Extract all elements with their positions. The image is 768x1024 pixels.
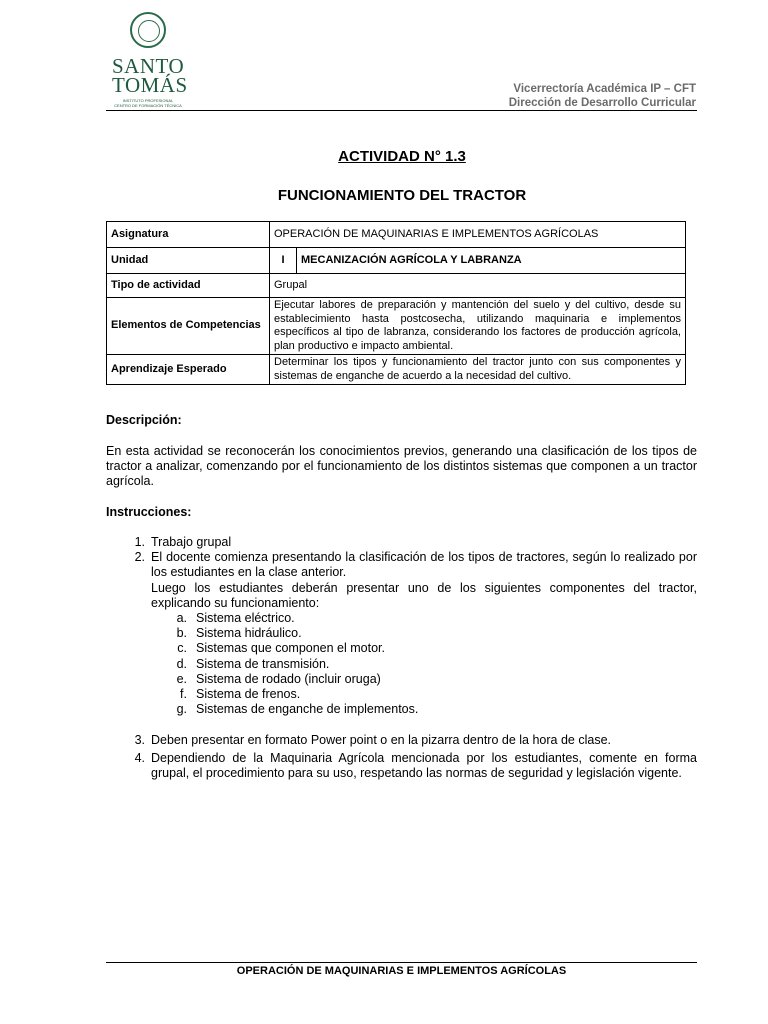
logo-sub2: CENTRO DE FORMACIÓN TÉCNICA [114, 103, 182, 108]
descripcion-text: En esta actividad se reconocerán los conocimientos previos, generando una clasificación de los tipos de tractor a analizar, comenzando por el funcionamiento de los distintos sistemas que componen a un tractor agrícola. [106, 444, 697, 488]
asignatura-label: Asignatura [107, 222, 270, 248]
sub-list-item: f. Sistema de frenos. [180, 687, 301, 702]
sub-list-item: e. Sistema de rodado (incluir oruga) [176, 671, 381, 686]
tipo-value: Grupal [270, 274, 686, 298]
elementos-label: Elementos de Competencias [107, 298, 270, 355]
info-table [106, 221, 686, 385]
instructions-list [106, 535, 697, 781]
sub-list-item: a. Sistema eléctrico. [176, 611, 295, 626]
elementos-value: Ejecutar labores de preparación y mantención del suelo y del cultivo, desde su establecimiento hasta postcosecha, utilizando maquinaria e implementos específicos al tipo de labranza, considerando los factores de producción agrícola, plan productivo e impacto ambiental. [270, 298, 686, 355]
unidad-value: MECANIZACIÓN AGRÍCOLA Y LABRANZA [297, 248, 686, 274]
logo-line2: TOMÁS [112, 73, 188, 97]
header-divider [106, 110, 697, 111]
list-item: 1. Trabajo grupal [134, 535, 232, 549]
unidad-number: I [270, 248, 297, 274]
aprendizaje-value: Determinar los tipos y funcionamiento del tractor junto con sus componentes y sistemas de enganche de acuerdo a la necesidad del cultivo. [270, 355, 686, 385]
page-footer: OPERACIÓN DE MAQUINARIAS E IMPLEMENTOS AGRÍCOLAS [236, 965, 567, 977]
header-line2: Dirección de Desarrollo Curricular [508, 97, 696, 109]
instrucciones-heading: Instrucciones: [106, 505, 192, 519]
list-item: 2. El docente comienza presentando la clasificación de los tipos de tractores, según lo realizado por los estudiantes en la clase anterior. Luego los estudiantes deberán presentar uno de los siguientes componentes del tractor, explicando su funcionamiento: [134, 550, 697, 610]
list-item: 4. Dependiendo de la Maquinaria Agrícola mencionada por los estudiantes, comente en forma grupal, el procedimiento para su uso, respetando las normas de seguridad y legislación vigente. [134, 750, 697, 780]
logo-sub1: INSTITUTO PROFESIONAL [122, 98, 174, 103]
asignatura-value: OPERACIÓN DE MAQUINARIAS E IMPLEMENTOS AGRÍCOLAS [270, 222, 686, 248]
sub-list-item: d. Sistema de transmisión. [176, 656, 330, 671]
sub-list-item: c. Sistemas que componen el motor. [177, 641, 385, 656]
activity-subtitle: FUNCIONAMIENTO DEL TRACTOR [277, 187, 527, 204]
list-item: 3. Deben presentar en formato Power point o en la pizarra dentro de la hora de clase. [134, 733, 611, 748]
unidad-label: Unidad [107, 248, 270, 274]
tipo-label: Tipo de actividad [107, 274, 270, 298]
page-header [509, 82, 696, 110]
sub-list-item: g. Sistemas de enganche de implementos. [176, 702, 419, 717]
logo-line1: SANTO [112, 54, 185, 78]
activity-title: ACTIVIDAD N° 1.3 [338, 148, 466, 165]
santo-tomas-logo [112, 12, 188, 108]
sub-list-item: b. Sistema hidráulico. [176, 626, 302, 641]
footer-divider [106, 962, 697, 963]
header-line1: Vicerrectoría Académica IP – CFT [513, 83, 696, 95]
descripcion-heading: Descripción: [106, 413, 182, 427]
aprendizaje-label: Aprendizaje Esperado [107, 355, 270, 385]
seal-icon [130, 12, 166, 48]
